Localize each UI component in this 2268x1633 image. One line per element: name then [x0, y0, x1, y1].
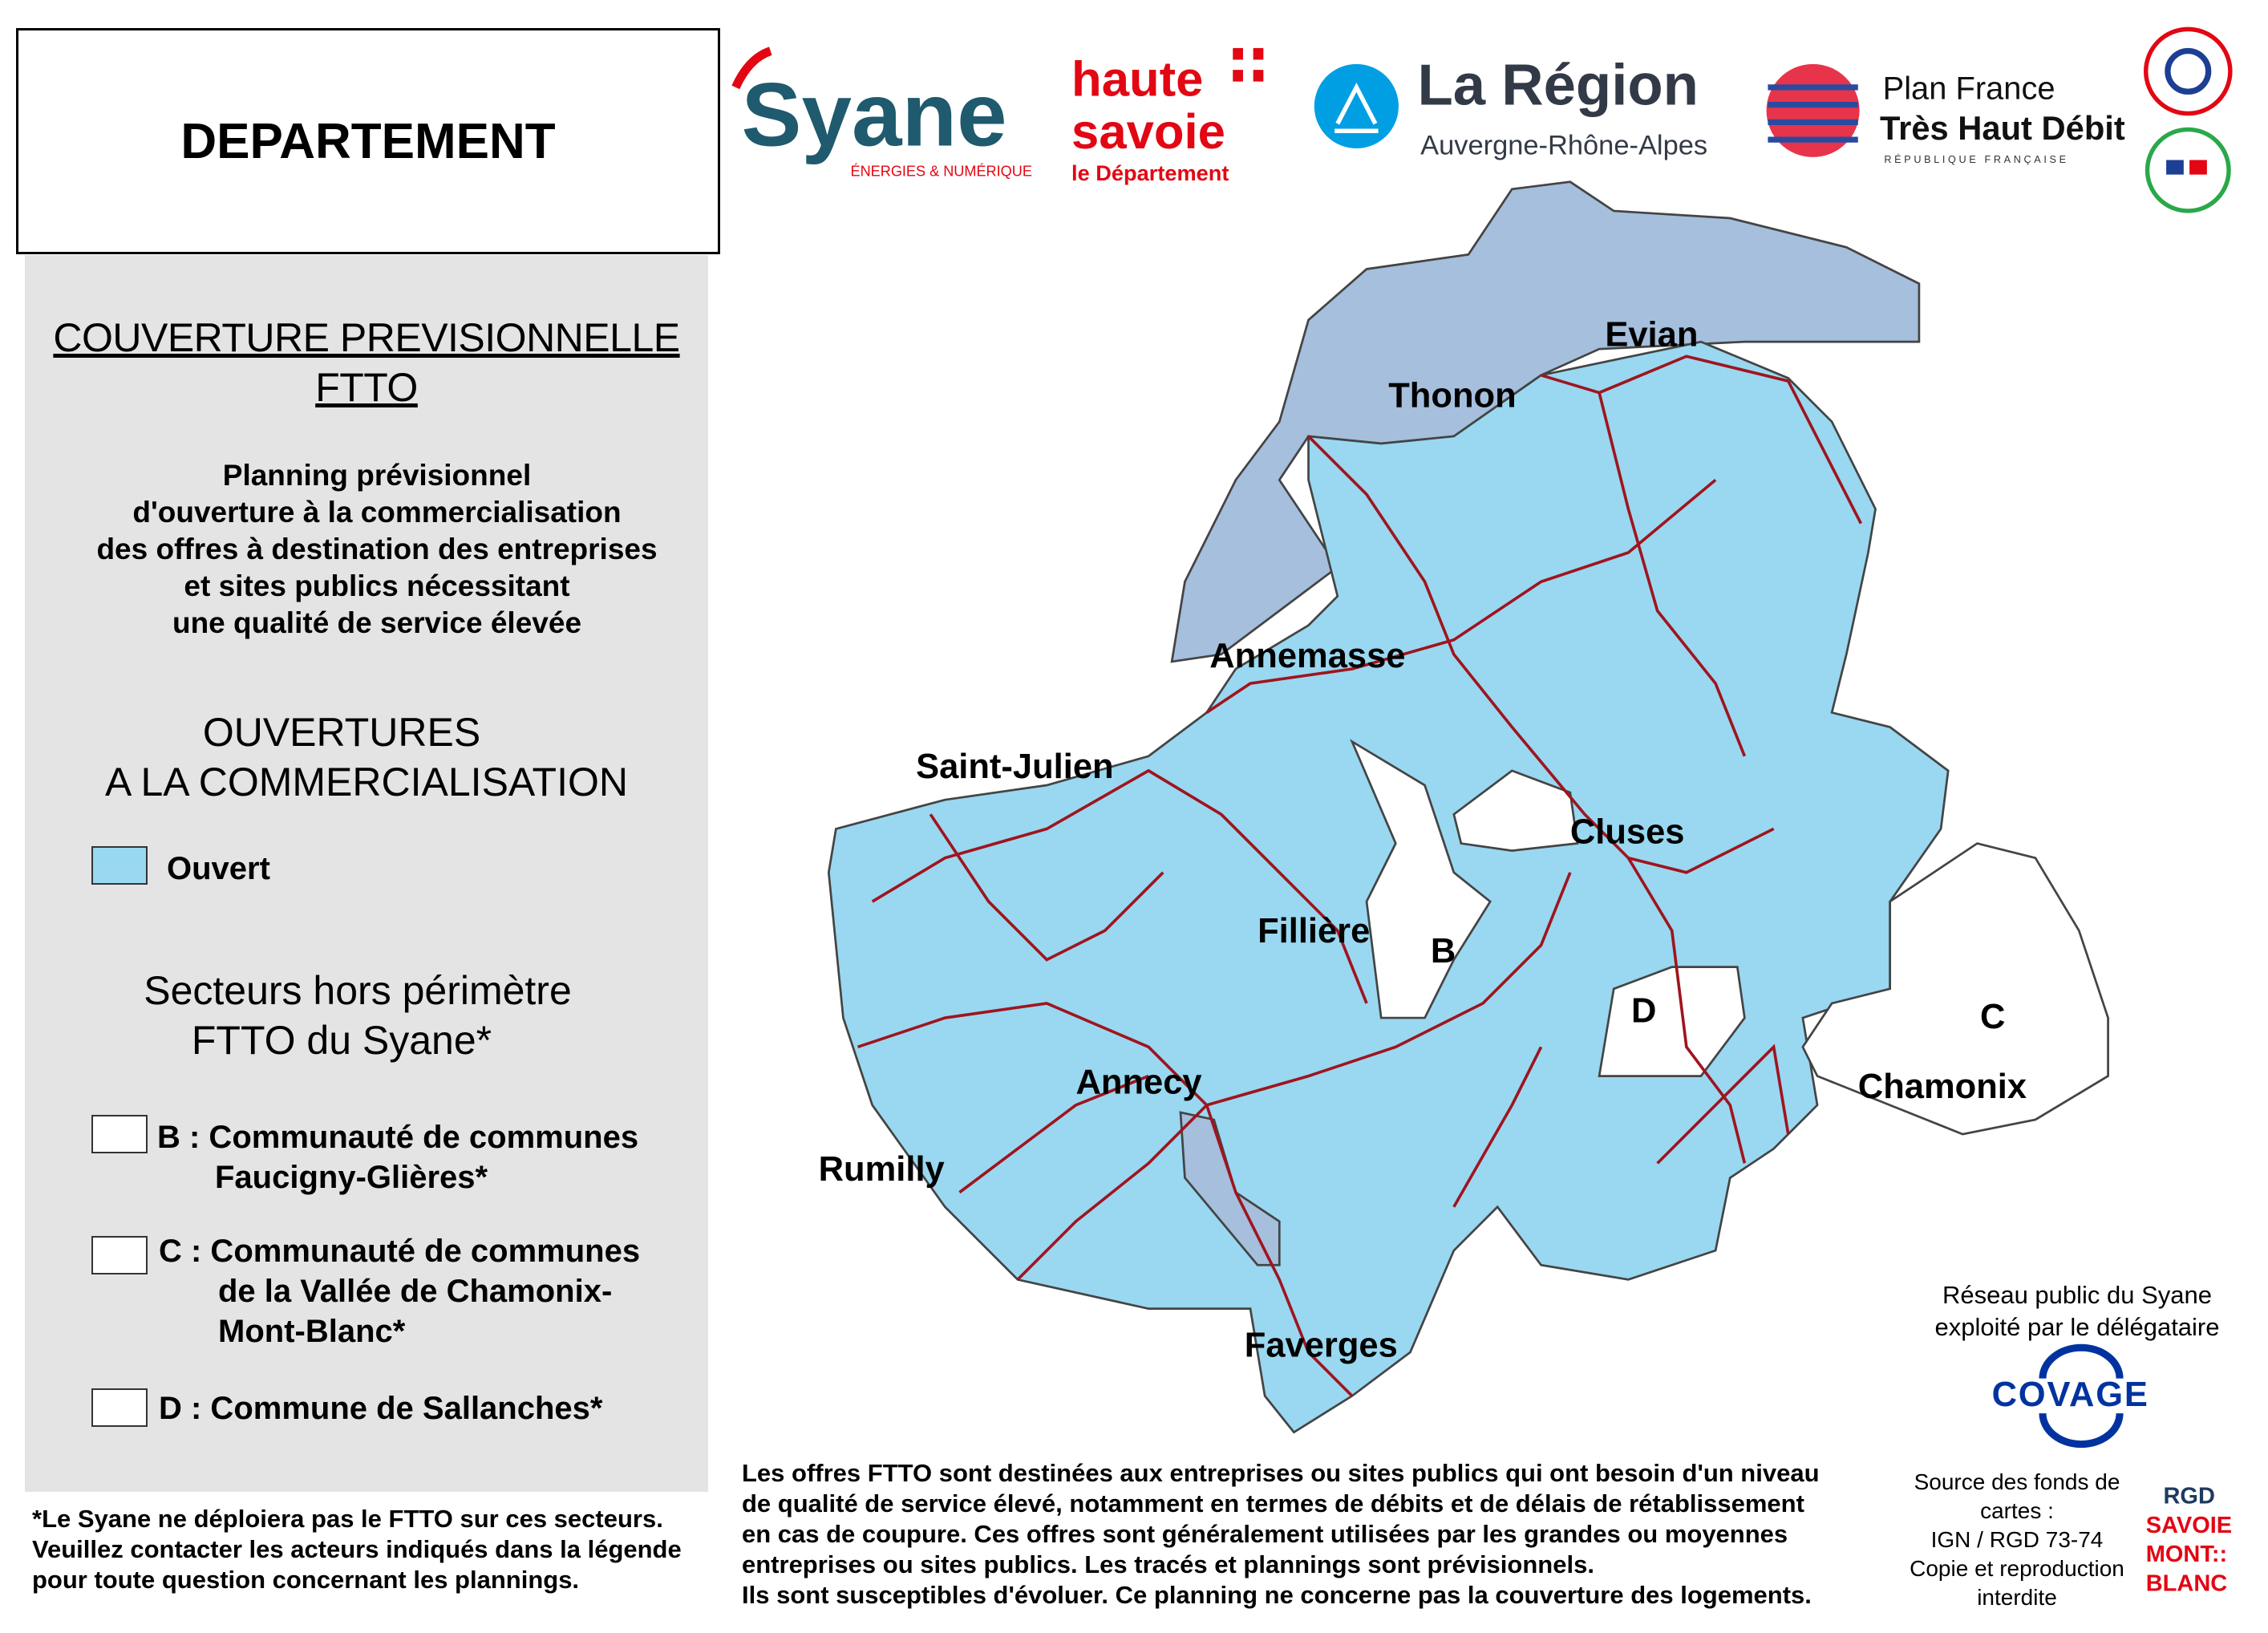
- source-line: cartes :: [1980, 1498, 2054, 1523]
- france-relance-logo: [2148, 129, 2230, 211]
- footnote-line: pour toute question concernant les plannings.: [32, 1566, 580, 1594]
- svg-text:Très Haut Débit: Très Haut Débit: [1879, 109, 2125, 148]
- city-label: Faverges: [1244, 1326, 1398, 1365]
- legend-label-b: B : Communauté de communes: [157, 1120, 639, 1155]
- investir-avenir-logo: [2146, 29, 2230, 113]
- sectors-heading: Secteurs hors périmètre: [144, 968, 572, 1013]
- svg-text:savoie: savoie: [1071, 104, 1225, 160]
- legend-label-open: Ouvert: [167, 851, 270, 886]
- zone-label-c: C: [1980, 997, 2006, 1036]
- svg-text:RÉPUBLIQUE FRANÇAISE: RÉPUBLIQUE FRANÇAISE: [1884, 154, 2069, 166]
- planning-line: une qualité de service élevée: [172, 606, 582, 639]
- legend-label-c-3: Mont-Blanc*: [218, 1314, 406, 1349]
- svg-text:Syane: Syane: [741, 63, 1007, 165]
- source-line: IGN / RGD 73-74: [1930, 1527, 2104, 1552]
- legend-label-b-2: Faucigny-Glières*: [215, 1160, 488, 1195]
- svg-text:BLANC: BLANC: [2145, 1570, 2228, 1597]
- sectors-heading-2: FTTO du Syane*: [191, 1018, 492, 1063]
- legend-title: COUVERTURE PREVISIONNELLE: [53, 315, 680, 360]
- legend-label-c: C : Communauté de communes: [159, 1234, 641, 1269]
- svg-text:ÉNERGIES & NUMÉRIQUE: ÉNERGIES & NUMÉRIQUE: [850, 163, 1032, 180]
- svg-text:MONT::: MONT::: [2145, 1542, 2228, 1568]
- rgd-savoie-mont-blanc-logo: [2146, 1484, 2232, 1597]
- description-line: de qualité de service élevé, notamment en termes de débits et de délais de rétablissement: [742, 1489, 1804, 1518]
- haute-savoie-logo: [1071, 48, 1263, 185]
- city-label: Annemasse: [1209, 637, 1406, 676]
- planning-line: Planning prévisionnel: [222, 459, 532, 492]
- city-label: Fillière: [1258, 911, 1371, 950]
- source-line: Copie et reproduction: [1910, 1556, 2124, 1581]
- operator-line: exploité par le délégataire: [1934, 1313, 2220, 1341]
- legend-label-c-2: de la Vallée de Chamonix-: [218, 1274, 613, 1309]
- description-line: en cas de coupure. Ces offres sont généralement utilisées par les grandes ou moyennes: [742, 1520, 1788, 1548]
- zone-label-b: B: [1430, 932, 1456, 971]
- svg-text:le Département: le Département: [1071, 160, 1229, 185]
- svg-text:COVAGE: COVAGE: [1991, 1376, 2149, 1415]
- svg-text:SAVOIE: SAVOIE: [2145, 1512, 2233, 1538]
- svg-text:haute: haute: [1071, 51, 1204, 107]
- ouvertures-heading: OUVERTURES: [202, 710, 481, 755]
- planning-line: d'ouverture à la commercialisation: [132, 496, 622, 529]
- city-label: Cluses: [1569, 812, 1685, 852]
- description-line: Ils sont susceptibles d'évoluer. Ce planning ne concerne pas la couverture des logements.: [742, 1581, 1812, 1609]
- source-line: interdite: [1977, 1585, 2057, 1610]
- ouvertures-heading-2: A LA COMMERCIALISATION: [104, 760, 628, 804]
- svg-text:La Région: La Région: [1417, 52, 1699, 118]
- footnote-line: *Le Syane ne déploiera pas le FTTO sur ces secteurs.: [32, 1505, 663, 1533]
- region-logo: [1314, 53, 1707, 161]
- planning-line: et sites publics nécessitant: [184, 569, 570, 602]
- legend-label-d: D : Commune de Sallanches*: [159, 1391, 603, 1426]
- city-label: Rumilly: [818, 1150, 945, 1189]
- svg-text:Plan France: Plan France: [1882, 71, 2055, 107]
- description-line: Les offres FTTO sont destinées aux entreprises ou sites publics qui ont besoin d'un niveau: [742, 1459, 1820, 1487]
- operator-line: Réseau public du Syane: [1942, 1281, 2213, 1309]
- planning-line: des offres à destination des entreprises: [96, 533, 658, 565]
- city-label: Thonon: [1388, 376, 1517, 415]
- footnote-line: Veuillez contacter les acteurs indiqués dans la légende: [32, 1535, 682, 1563]
- city-label: Saint-Julien: [916, 747, 1114, 786]
- covage-logo: [1992, 1347, 2149, 1444]
- plan-france-thd-logo: [1767, 64, 2125, 165]
- source-line: Source des fonds de: [1914, 1469, 2120, 1494]
- svg-text:Auvergne-Rhône-Alpes: Auvergne-Rhône-Alpes: [1420, 130, 1708, 161]
- syane-logo: [735, 51, 1032, 180]
- description-line: entreprises ou sites publics. Les tracés et plannings sont prévisionnels.: [742, 1550, 1594, 1578]
- svg-text:RGD: RGD: [2163, 1483, 2215, 1509]
- city-label: Annecy: [1075, 1063, 1202, 1102]
- city-label: Chamonix: [1857, 1067, 2027, 1106]
- city-label: Evian: [1605, 315, 1699, 355]
- legend-title-ftto: FTTO: [315, 365, 418, 410]
- zone-label-d: D: [1630, 991, 1657, 1031]
- department-title: DEPARTEMENT: [180, 113, 556, 169]
- department-map: [828, 182, 2108, 1432]
